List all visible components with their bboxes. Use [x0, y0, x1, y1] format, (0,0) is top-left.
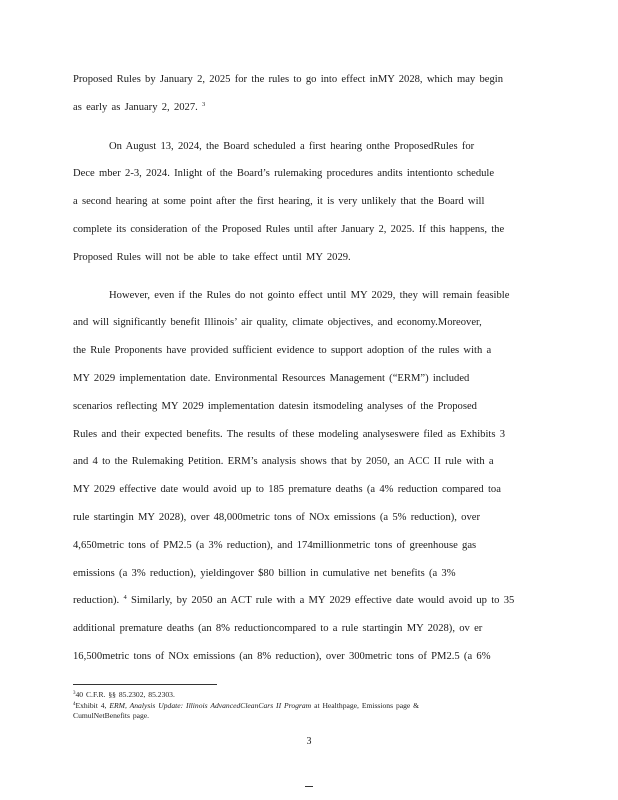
body-line: MY 2029 effective date would avoid up to 185 premature deaths (a 4% reduction compared toa	[73, 484, 501, 495]
body-line: additional premature deaths (an 8% reductioncompared to a rule startingin MY 2028), ov er	[73, 623, 483, 634]
footnote-separator	[73, 684, 217, 685]
body-line: scenarios reflecting MY 2029 implementation datesin itsmodeling analyses of the Proposed	[73, 401, 477, 412]
body-line: rule startingin MY 2028), over 48,000metric tons of NOx emissions (a 5% reduction), over	[73, 512, 481, 523]
body-line: complete its consideration of the Proposed Rules until after January 2, 2025. If this happens, the	[73, 224, 505, 235]
body-line: as early as January 2, 2027. $^3$	[73, 101, 206, 113]
body-line: emissions (a 3% reduction), yieldingover $80 billion in cumulative net benefits (a 3%	[73, 568, 456, 579]
footnote-ref: 3	[202, 101, 206, 108]
body-line: 4,650metric tons of PM2.5 (a 3% reduction), and 174millionmetric tons of greenhouse gas	[73, 540, 477, 551]
footnote-ref: 4	[123, 594, 127, 601]
body-line: the Rule Proponents have provided sufficient evidence to support adoption of the rules with a	[73, 345, 492, 356]
body-line: Dece mber 2-3, 2024. Inlight of the Board’s rulemaking procedures andits intentionto schedule	[73, 168, 495, 179]
page-number: 3	[306, 736, 312, 747]
body-line: However, even if the Rules do not gointo effect until MY 2029, they will remain feasible	[109, 290, 510, 301]
body-line: Proposed Rules by January 2, 2025 for the rules to go into effect inMY 2028, which may begin	[73, 74, 503, 85]
footnote: $^4$Exhibit 4, ERM, Analysis Update: Illinois AdvancedCleanCars II Program at Healthpage, Emissions page &	[73, 701, 420, 710]
body-line: and will significantly benefit Illinois’ air quality, climate objectives, and economy.Moreover,	[73, 317, 482, 328]
bottom-mark	[305, 786, 313, 787]
body-line: and 4 to the Rulemaking Petition. ERM’s analysis shows that by 2050, an ACC II rule with a	[73, 456, 494, 467]
body-line: Rules and their expected benefits. The results of these modeling analyseswere filed as Exhibits 3	[73, 429, 506, 440]
body-line: reduction). $^4$ Similarly, by 2050 an ACT rule with a MY 2029 effective date would avoid up to 35	[73, 594, 515, 606]
body-line: 16,500metric tons of NOx emissions (an 8% reduction), over 300metric tons of PM2.5 (a 6%	[73, 651, 491, 662]
body-line: Proposed Rules will not be able to take effect until MY 2029.	[73, 252, 351, 263]
body-line: a second hearing at some point after the first hearing, it is very unlikely that the Board will	[73, 196, 485, 207]
body-line: MY 2029 implementation date. Environmental Resources Management (“ERM”) included	[73, 373, 470, 384]
footnote-continuation: CumulNetBenefits page.	[73, 711, 150, 720]
footnote: $^3$40 C.F.R. §§ 85.2302, 85.2303.	[73, 690, 175, 699]
body-line: On August 13, 2024, the Board scheduled a first hearing onthe ProposedRules for	[109, 141, 475, 152]
